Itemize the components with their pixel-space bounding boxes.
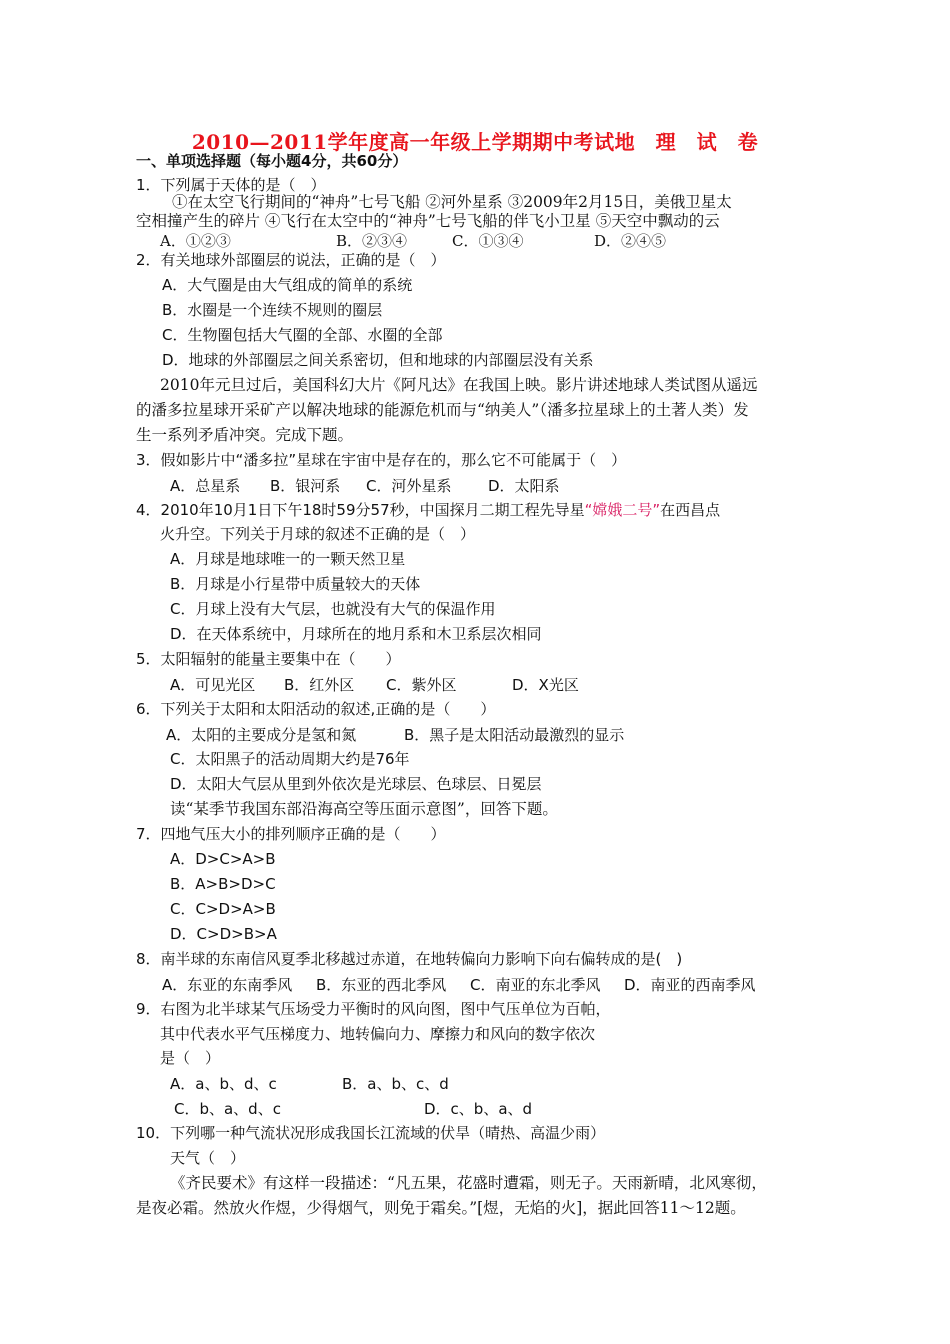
question-3-option-c: C．河外星系 xyxy=(366,477,452,495)
question-1-option-a: A．①②③ xyxy=(160,232,231,250)
question-8-option-d: D．南亚的西南季风 xyxy=(624,976,756,994)
question-3-option-d: D．太阳系 xyxy=(488,477,560,495)
question-2-option-c: C．生物圈包括大气圈的全部、水圈的全部 xyxy=(162,326,443,344)
question-5-stem: 5．太阳辐射的能量主要集中在（ ） xyxy=(136,650,401,668)
question-2-option-a: A．大气圈是由大气组成的简单的系统 xyxy=(162,276,413,294)
question-3-option-a: A．总星系 xyxy=(170,477,241,495)
passage-3-line-2: 是夜必霜。然放火作煜，少得烟气，则免于霜矣。”[煜，无焰的火]，据此回答11～12题。 xyxy=(136,1199,746,1217)
question-4-line-2: 火升空。下列关于月球的叙述不正确的是（ ） xyxy=(160,525,476,543)
question-1-option-b: B．②③④ xyxy=(336,232,408,250)
question-7-option-c: C．C>D>A>B xyxy=(170,900,276,918)
question-7-option-d: D．C>D>B>A xyxy=(170,925,277,943)
question-6-option-b: B．黑子是太阳活动最激烈的显示 xyxy=(404,726,625,744)
question-1-line-2: 空相撞产生的碎片 ④飞行在太空中的“神舟”七号飞船的伴飞小卫星 ⑤天空中飘动的云 xyxy=(136,212,720,230)
question-10-line-2: 天气（ ） xyxy=(170,1149,246,1167)
question-1-option-c: C．①③④ xyxy=(452,232,524,250)
question-6-option-d: D．太阳大气层从里到外依次是光球层、色球层、日冕层 xyxy=(170,775,542,793)
question-6-stem: 6．下列关于太阳和太阳活动的叙述,正确的是（ ） xyxy=(136,700,496,718)
question-2-option-d: D．地球的外部圈层之间关系密切，但和地球的内部圈层没有关系 xyxy=(162,351,594,369)
question-7-option-b: B．A>B>D>C xyxy=(170,875,276,893)
question-7-option-a: A．D>C>A>B xyxy=(170,850,276,868)
question-1-line-1: ①在太空飞行期间的“神舟”七号飞船 ②河外星系 ③2009年2月15日，美俄卫星太 xyxy=(172,193,732,211)
question-9-line-3: 是（ ） xyxy=(160,1049,221,1067)
question-3-stem: 3．假如影片中“潘多拉”星球在宇宙中是存在的，那么它不可能属于（ ） xyxy=(136,451,627,469)
passage-1-line-3: 生一系列矛盾冲突。完成下题。 xyxy=(136,426,354,444)
section-heading: 一、单项选择题（每小题4分，共60分） xyxy=(136,152,408,170)
exam-title: 2010—2011学年度高一年级上学期期中考试地 理 试 卷 xyxy=(191,130,759,154)
question-6-option-c: C．太阳黑子的活动周期大约是76年 xyxy=(170,750,410,768)
passage-2: 读“某季节我国东部沿海高空等压面示意图”，回答下题。 xyxy=(170,800,558,818)
question-8-stem: 8．南半球的东南信风夏季北移越过赤道，在地转偏向力影响下向右偏转成的是( ) xyxy=(136,950,683,968)
chang-e-2-highlight: “嫦娥二号” xyxy=(584,501,661,519)
question-5-option-c: C．紫外区 xyxy=(386,676,457,694)
question-6-option-a: A．太阳的主要成分是氢和氮 xyxy=(166,726,357,744)
question-9-option-d: D．c、b、a、d xyxy=(424,1100,533,1118)
question-4-option-b: B．月球是小行星带中质量较大的天体 xyxy=(170,575,421,593)
passage-3-line-1: 《齐民要术》有这样一段描述：“凡五果，花盛时遭霜，则无子。天雨新晴，北风寒彻， xyxy=(170,1174,767,1192)
question-9-line-2: 其中代表水平气压梯度力、地转偏向力、摩擦力和风向的数字依次 xyxy=(160,1025,596,1043)
question-2-stem: 2．有关地球外部圈层的说法，正确的是（ ） xyxy=(136,251,446,269)
question-4-stem xyxy=(136,500,720,520)
question-8-option-b: B．东亚的西北季风 xyxy=(316,976,447,994)
question-10-stem: 10．下列哪一种气流状况形成我国长江流域的伏旱（晴热、高温少雨） xyxy=(136,1124,606,1142)
passage-1-line-2: 的潘多拉星球开采矿产以解决地球的能源危机而与“纳美人”（潘多拉星球上的土著人类）发 xyxy=(136,401,749,419)
passage-1-line-1: 2010年元旦过后，美国科幻大片《阿凡达》在我国上映。影片讲述地球人类试图从遥远 xyxy=(160,376,758,394)
question-5-option-d: D．X光区 xyxy=(512,676,579,694)
question-9-option-c: C．b、a、d、c xyxy=(174,1100,281,1118)
question-9-option-b: B．a、b、c、d xyxy=(342,1075,449,1093)
question-5-option-b: B．红外区 xyxy=(284,676,355,694)
question-4-option-a: A．月球是地球唯一的一颗天然卫星 xyxy=(170,550,406,568)
question-1-option-d: D．②④⑤ xyxy=(594,232,667,250)
question-3-option-b: B．银河系 xyxy=(270,477,341,495)
question-2-option-b: B．水圈是一个连续不规则的圈层 xyxy=(162,301,383,319)
question-8-option-a: A．东亚的东南季风 xyxy=(162,976,293,994)
question-4-stem-pre: 4．2010年10月1日下午18时59分57秒，中国探月二期工程先导星 xyxy=(136,501,585,519)
question-7-stem: 7．四地气压大小的排列顺序正确的是（ ） xyxy=(136,825,446,843)
question-4-option-c: C．月球上没有大气层，也就没有大气的保温作用 xyxy=(170,600,496,618)
question-5-option-a: A．可见光区 xyxy=(170,676,256,694)
question-4-stem-post: 在西昌点 xyxy=(660,501,721,519)
question-1-stem: 1．下列属于天体的是（ ） xyxy=(136,176,326,194)
question-9-stem: 9．右图为北半球某气压场受力平衡时的风向图，图中气压单位为百帕， xyxy=(136,1000,611,1018)
question-8-option-c: C．南亚的东北季风 xyxy=(470,976,601,994)
question-9-option-a: A．a、b、d、c xyxy=(170,1075,277,1093)
question-4-option-d: D．在天体系统中，月球所在的地月系和木卫系层次相同 xyxy=(170,625,542,643)
